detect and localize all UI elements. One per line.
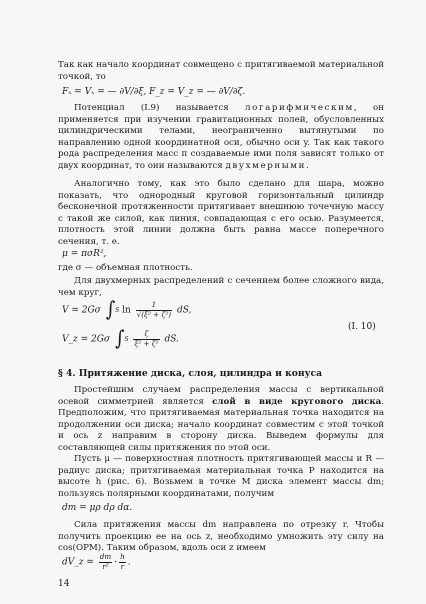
numerator: h bbox=[120, 552, 125, 561]
paragraph-logarithmic-potential bbox=[58, 103, 384, 173]
term-logarithmic: логарифмическим bbox=[245, 103, 354, 113]
fraction bbox=[133, 330, 159, 348]
eq-lhs: V_z = 2Gσ bbox=[62, 334, 111, 345]
paragraph-density-note: где σ — объемная плотность. bbox=[58, 263, 193, 273]
fraction bbox=[99, 553, 112, 571]
paragraph-projection: Сила притяжения массы dm направлена по отрезку r. Чтобы получить проекцию ее на ось z, необходимо умножить эту силу на cos(OPM). Таким образом, вдоль оси z имеем bbox=[58, 520, 384, 554]
paragraph-disk-intro bbox=[58, 385, 384, 455]
paragraph-surface-density: Пусть μ — поверхностная плотность притягивающей массы и R — радиус диска; притягиваемая материальная точка P находится на высоте h (рис. 6). Возьмем в точке M диска элемент массы dm; пользуясь полярными координатами, получим bbox=[58, 454, 384, 499]
section-heading: § 4. Притяжение диска, слоя, цилиндра и конуса bbox=[58, 368, 323, 379]
equation-linear-density: μ = πσR², bbox=[62, 249, 107, 259]
text-run: Простейшим случаем распределения массы с вертикальной осевой симметрией является bbox=[58, 385, 384, 407]
paragraph-intro: Так как начало координат совмещено с притягиваемой материальной точкой, то bbox=[58, 60, 384, 82]
integral-sign: ∫ bbox=[114, 326, 125, 351]
differential: dS, bbox=[176, 305, 192, 316]
text-run: Потенциал (I.9) называется bbox=[74, 103, 245, 113]
text-run: . Предположим, что притягиваемая материальная точка находится на продолжении оси диска; начало координат совместим с этой точкой и ось z направим в сторону диска. Выведем формулы для составляющей силы притяжения по этой оси. bbox=[58, 396, 384, 453]
paragraph-cylinder: Аналогично тому, как это было сделано для шара, можно показать, что однородный круговой горизонтальный цилиндр бесконечной протяженности притягивает внешнюю точечную массу с такой же силой, как линия, совпадающая с его осью. Разумеется, плотность этой линии должна быть равна массе поперечного сечения, т. е. bbox=[58, 179, 384, 247]
equation-force-components: Fₓ = Vₓ = — ∂V/∂ξ, F_z = V_z = — ∂V/∂ζ. bbox=[62, 87, 246, 97]
fraction bbox=[119, 553, 126, 571]
eq-lhs: V = 2Gσ bbox=[62, 305, 101, 316]
text-run: , он применяется при изучении гравитационных полей, обусловленных цилиндрическими телами, неограниченно вытянутыми по направлению одной координатной оси, обычно оси y. Так как такого рода распределения масс п создаваемые ими поля зависят только от двух координат, то они называются bbox=[58, 103, 385, 171]
denominator: √(ξ² + ζ²) bbox=[136, 309, 172, 319]
fraction bbox=[136, 301, 172, 319]
integral-limit: S bbox=[115, 306, 120, 314]
eq-lhs: dV_z = bbox=[62, 557, 94, 568]
integral-sign: ∫ bbox=[105, 297, 116, 322]
paragraph-complex-section: Для двухмерных распределений с сечением более сложного вида, чем круг, bbox=[58, 276, 384, 298]
numerator: ζ bbox=[133, 330, 159, 340]
dot-operator: · bbox=[114, 557, 118, 568]
differential: dS. bbox=[164, 334, 179, 345]
integral-limit: S bbox=[124, 335, 129, 343]
equation-vz-integral bbox=[62, 326, 179, 351]
term-two-dimensional: двухмерными bbox=[225, 160, 307, 171]
equation-dvz bbox=[62, 553, 131, 571]
denominator: ξ² + ζ² bbox=[134, 338, 159, 348]
numerator: 1 bbox=[136, 301, 172, 311]
text-run: . bbox=[306, 160, 309, 171]
ln-operator: ln bbox=[122, 305, 131, 316]
period: . bbox=[127, 557, 131, 568]
numerator: dm bbox=[99, 552, 112, 561]
term-circular-disk: слой в виде кругового диска bbox=[212, 396, 382, 407]
denominator: r bbox=[120, 561, 125, 571]
page-number: 14 bbox=[58, 579, 70, 589]
equation-mass-element: dm = μρ dρ dα. bbox=[62, 503, 133, 513]
equation-number: (I. 10) bbox=[348, 322, 376, 332]
denominator: r² bbox=[102, 561, 109, 571]
equation-potential-integral bbox=[62, 297, 192, 322]
